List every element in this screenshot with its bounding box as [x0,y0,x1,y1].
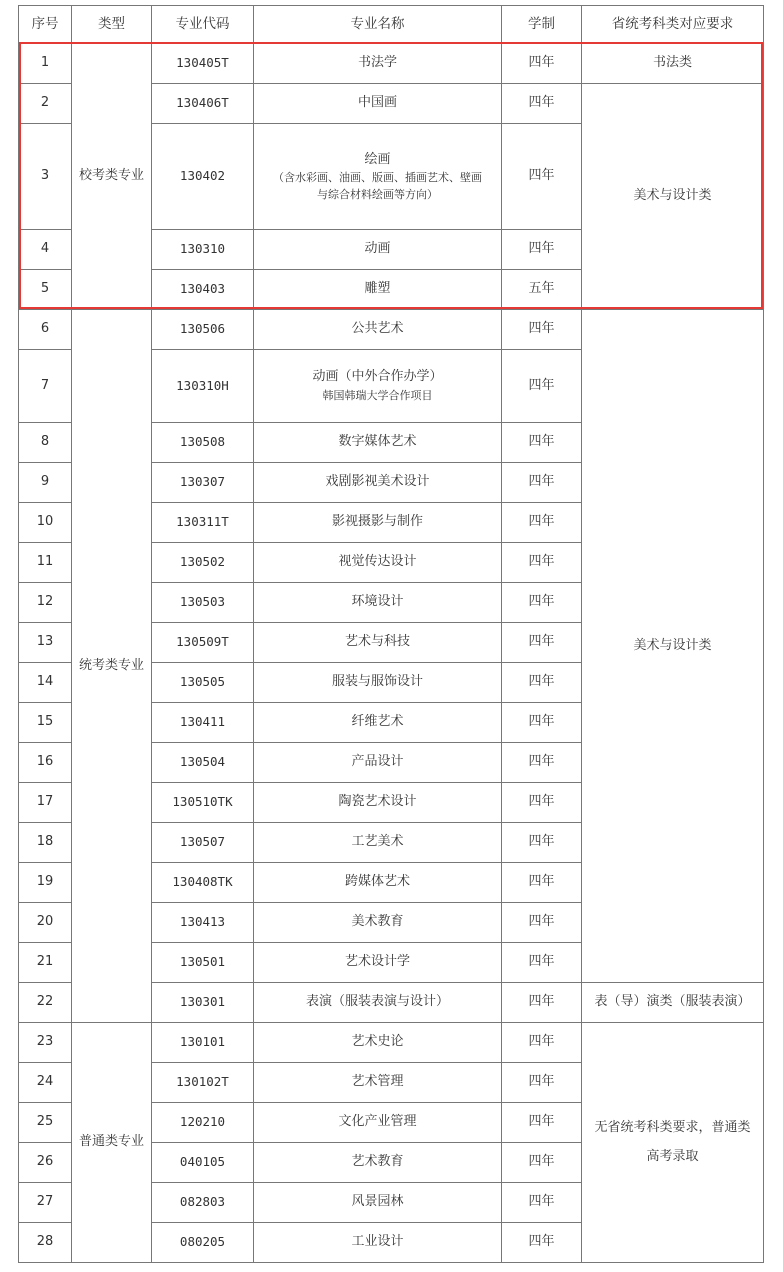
cell-code: 130502 [152,543,254,583]
cell-years: 四年 [502,1223,582,1263]
cell-years: 四年 [502,1023,582,1063]
cell-index: 11 [19,543,72,583]
cell-name: 产品设计 [254,743,502,783]
cell-name: 视觉传达设计 [254,543,502,583]
cell-years: 四年 [502,1103,582,1143]
cell-code: 130310 [152,230,254,270]
cell-code: 130501 [152,943,254,983]
cell-code: 130311T [152,503,254,543]
cell-code: 130504 [152,743,254,783]
cell-name [254,124,502,230]
cell-years: 四年 [502,44,582,84]
cell-name: 工业设计 [254,1223,502,1263]
cell-years: 四年 [502,230,582,270]
cell-name-main: 绘画 [364,151,391,167]
cell-index: 2 [19,84,72,124]
requirement-art-design-school: 美术与设计类 [582,84,764,310]
cell-code: 080205 [152,1223,254,1263]
cell-name-note: 与综合材料绘画等方向） [317,187,438,201]
cell-years: 四年 [502,623,582,663]
cell-index: 6 [19,310,72,350]
cell-name: 风景园林 [254,1183,502,1223]
cell-years: 四年 [502,543,582,583]
cell-index: 16 [19,743,72,783]
table-row [19,310,764,350]
cell-index: 4 [19,230,72,270]
cell-index: 28 [19,1223,72,1263]
cell-name: 公共艺术 [254,310,502,350]
cell-name: 纤维艺术 [254,703,502,743]
cell-index: 8 [19,423,72,463]
cell-index: 27 [19,1183,72,1223]
majors-table [18,5,764,1263]
cell-years: 四年 [502,703,582,743]
cell-years: 四年 [502,84,582,124]
cell-code: 130307 [152,463,254,503]
cell-name: 跨媒体艺术 [254,863,502,903]
cell-index: 25 [19,1103,72,1143]
cell-years: 四年 [502,423,582,463]
cell-name: 工艺美术 [254,823,502,863]
cell-code: 130301 [152,983,254,1023]
cell-years: 四年 [502,783,582,823]
header-index: 序号 [19,6,72,44]
cell-years: 四年 [502,463,582,503]
header-row [19,6,764,44]
cell-years: 四年 [502,350,582,423]
cell-name: 环境设计 [254,583,502,623]
cell-index: 3 [19,124,72,230]
cell-code: 130505 [152,663,254,703]
cell-years: 四年 [502,823,582,863]
cell-name-note: 韩国韩瑞大学合作项目 [322,389,433,403]
cell-name: 影视摄影与制作 [254,503,502,543]
cell-name-note: （含水彩画、油画、版画、插画艺术、壁画 [273,171,482,185]
cell-years: 四年 [502,1063,582,1103]
cell-index: 26 [19,1143,72,1183]
header-name: 专业名称 [254,6,502,44]
cell-index: 19 [19,863,72,903]
requirement-performance: 表（导）演类（服装表演） [582,983,764,1023]
requirement-general [582,1023,764,1263]
header-years: 学制 [502,6,582,44]
cell-index: 10 [19,503,72,543]
cell-index: 5 [19,270,72,310]
cell-name-main: 动画（中外合作办学） [312,369,443,385]
requirement-art-design-unified: 美术与设计类 [582,310,764,983]
cell-code: 130411 [152,703,254,743]
cell-index: 15 [19,703,72,743]
cell-name: 动画 [254,230,502,270]
cell-years: 四年 [502,943,582,983]
cell-code: 120210 [152,1103,254,1143]
cell-years: 五年 [502,270,582,310]
header-type: 类型 [72,6,152,44]
cell-index: 18 [19,823,72,863]
cell-name: 艺术史论 [254,1023,502,1063]
cell-years: 四年 [502,1183,582,1223]
cell-code: 130101 [152,1023,254,1063]
cell-index: 21 [19,943,72,983]
cell-code: 130402 [152,124,254,230]
cell-index: 12 [19,583,72,623]
cell-index: 7 [19,350,72,423]
cell-years: 四年 [502,663,582,703]
cell-name: 美术教育 [254,903,502,943]
group-school-exam: 校考类专业 [72,44,152,310]
cell-code: 130413 [152,903,254,943]
cell-code: 130510TK [152,783,254,823]
cell-years: 四年 [502,983,582,1023]
cell-code: 130310H [152,350,254,423]
cell-name: 戏剧影视美术设计 [254,463,502,503]
cell-code: 130507 [152,823,254,863]
cell-code: 130506 [152,310,254,350]
cell-name: 雕塑 [254,270,502,310]
cell-index: 13 [19,623,72,663]
requirement-general-line2: 高考录取 [646,1148,699,1164]
requirement-calligraphy: 书法类 [582,44,764,84]
cell-name: 中国画 [254,84,502,124]
cell-index: 9 [19,463,72,503]
cell-index: 23 [19,1023,72,1063]
cell-code: 130503 [152,583,254,623]
cell-code: 130102T [152,1063,254,1103]
cell-name: 艺术教育 [254,1143,502,1183]
cell-name: 文化产业管理 [254,1103,502,1143]
table-row [19,44,764,84]
header-code: 专业代码 [152,6,254,44]
cell-code: 040105 [152,1143,254,1183]
cell-index: 20 [19,903,72,943]
header-requirement: 省统考科类对应要求 [582,6,764,44]
cell-years: 四年 [502,1143,582,1183]
cell-code: 130405T [152,44,254,84]
cell-index: 24 [19,1063,72,1103]
cell-code: 130408TK [152,863,254,903]
cell-name: 表演（服装表演与设计） [254,983,502,1023]
cell-name: 服装与服饰设计 [254,663,502,703]
cell-index: 14 [19,663,72,703]
cell-index: 22 [19,983,72,1023]
cell-code: 082803 [152,1183,254,1223]
table-row [19,1023,764,1063]
cell-name: 陶瓷艺术设计 [254,783,502,823]
cell-years: 四年 [502,124,582,230]
cell-years: 四年 [502,583,582,623]
cell-name [254,350,502,423]
cell-code: 130406T [152,84,254,124]
cell-years: 四年 [502,310,582,350]
group-unified-exam: 统考类专业 [72,310,152,1023]
cell-name: 艺术设计学 [254,943,502,983]
cell-index: 1 [19,44,72,84]
cell-years: 四年 [502,863,582,903]
cell-name: 艺术与科技 [254,623,502,663]
cell-years: 四年 [502,503,582,543]
cell-code: 130509T [152,623,254,663]
cell-index: 17 [19,783,72,823]
cell-code: 130508 [152,423,254,463]
cell-years: 四年 [502,743,582,783]
cell-name: 艺术管理 [254,1063,502,1103]
cell-code: 130403 [152,270,254,310]
requirement-general-line1: 无省统考科类要求，普通类 [594,1119,751,1135]
cell-years: 四年 [502,903,582,943]
cell-name: 书法学 [254,44,502,84]
cell-name: 数字媒体艺术 [254,423,502,463]
group-general: 普通类专业 [72,1023,152,1263]
